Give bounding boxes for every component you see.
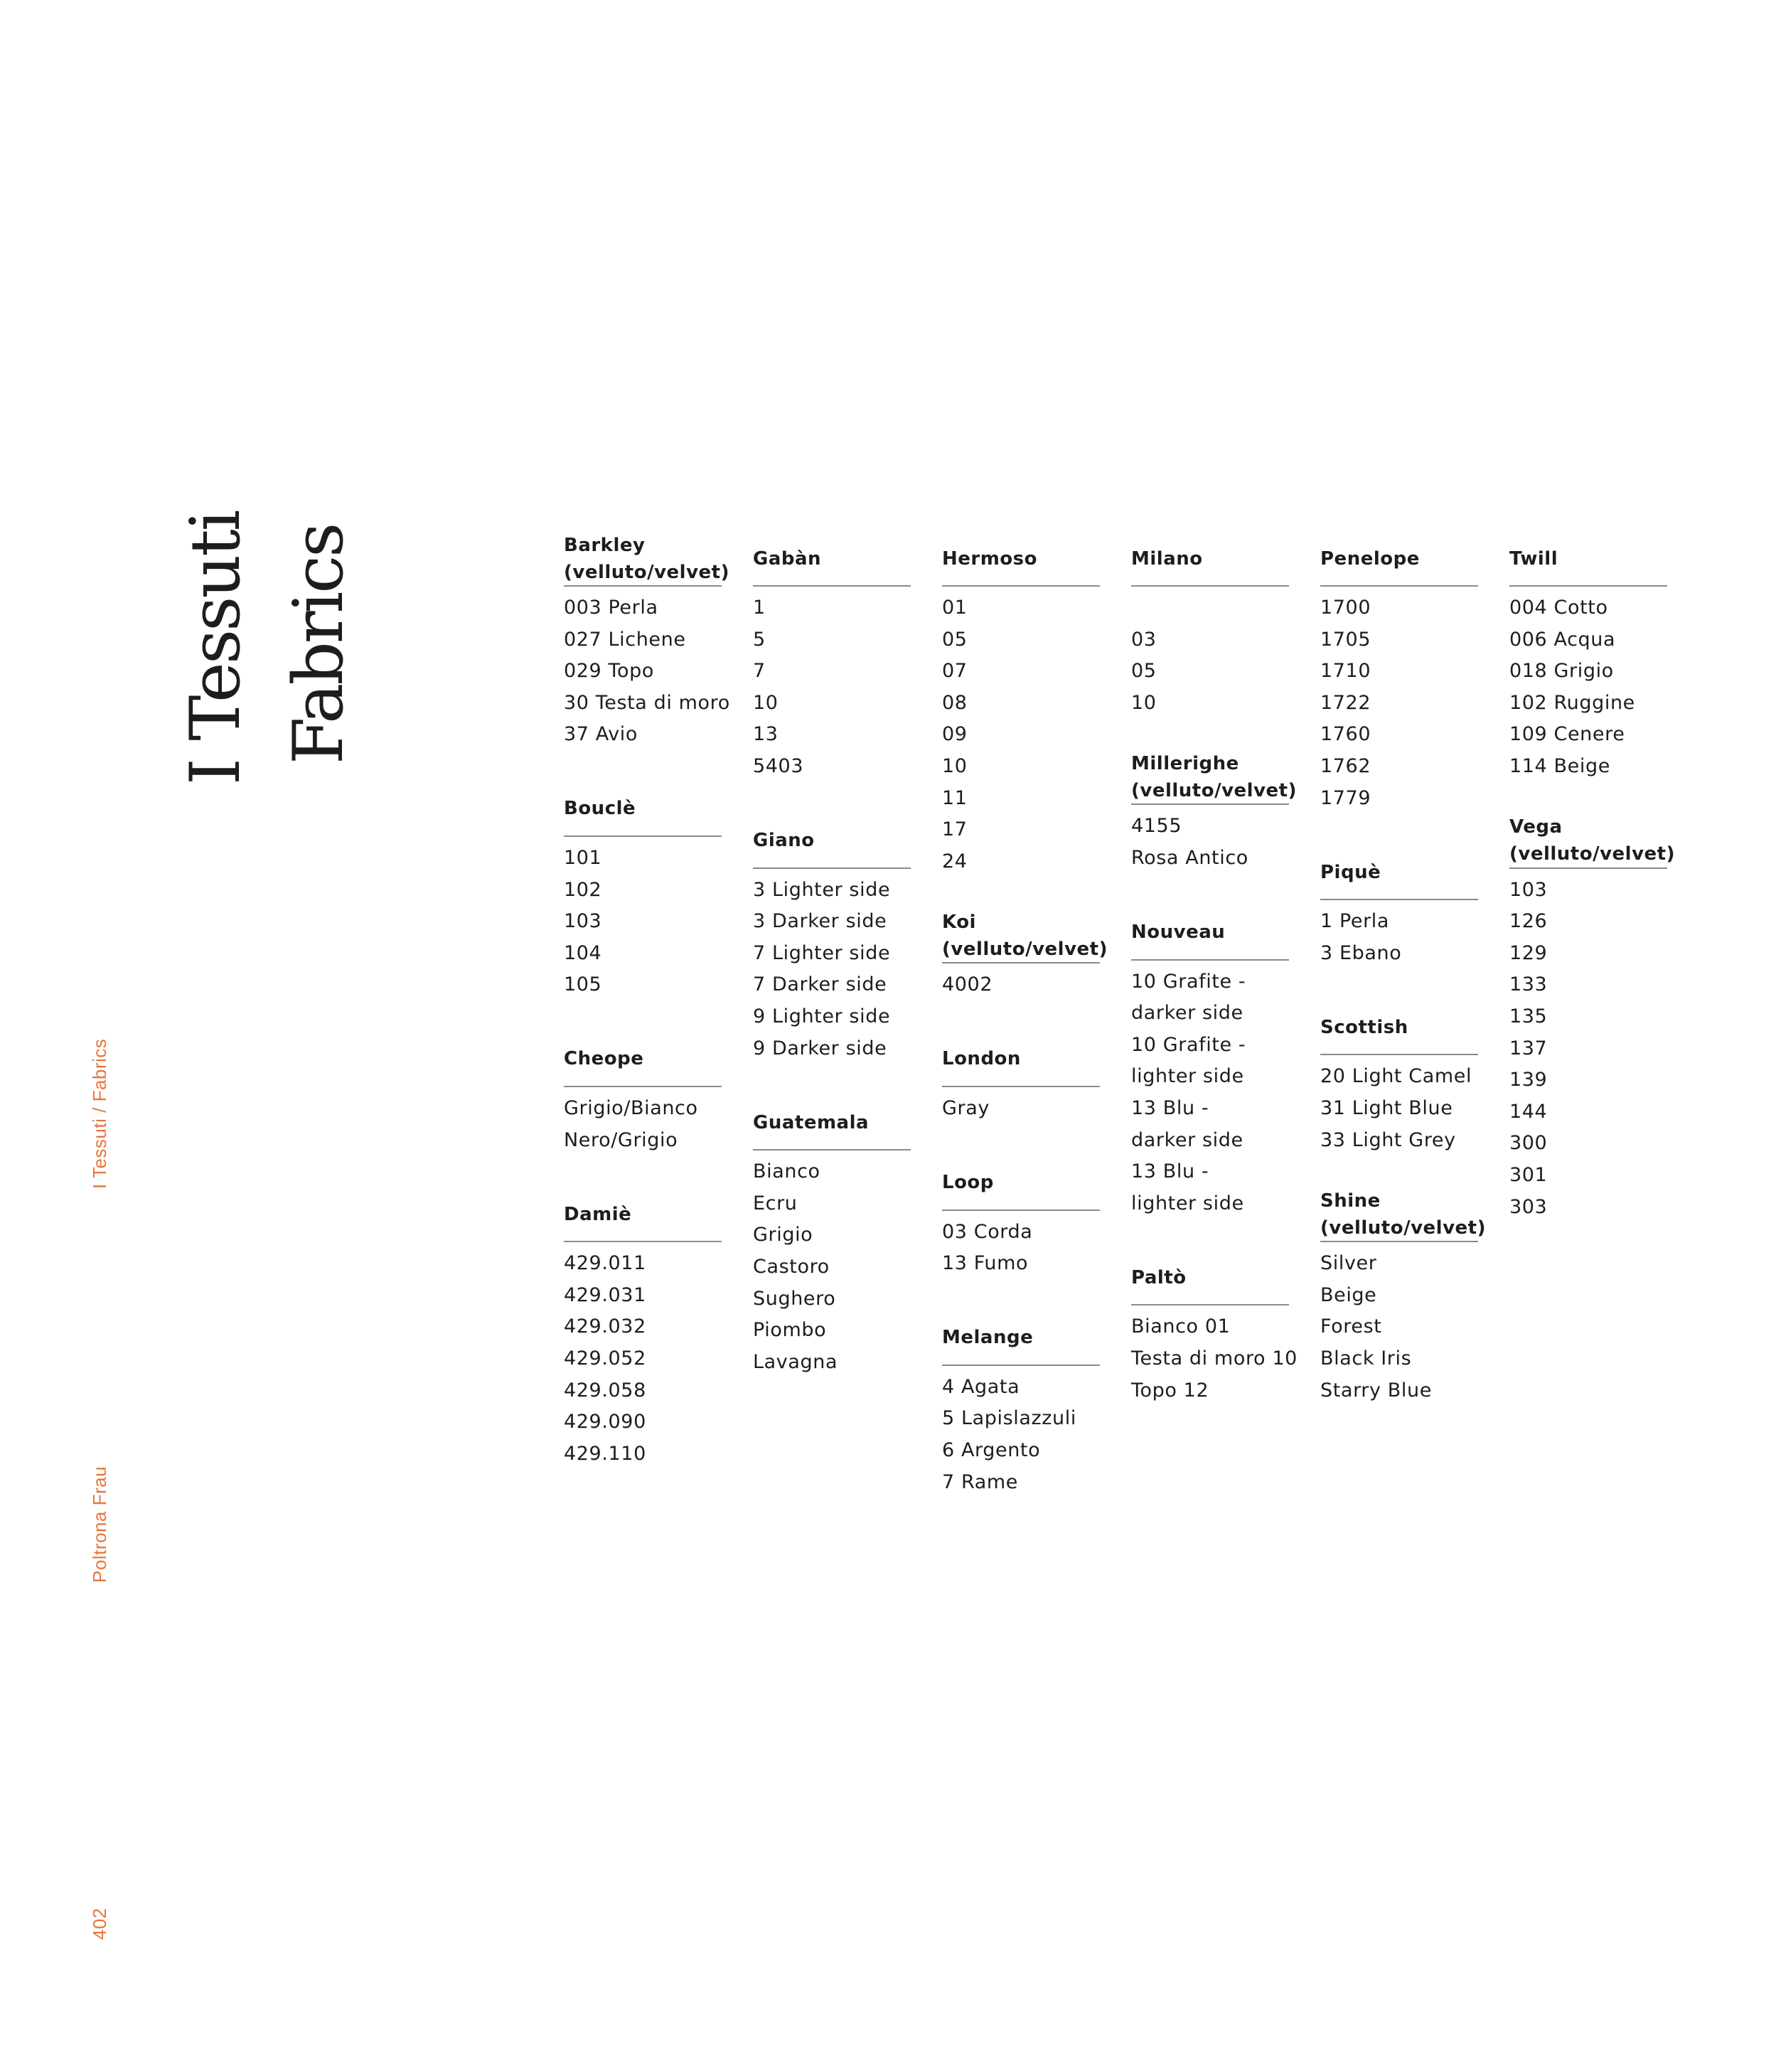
fabric-group (1131, 1251, 1320, 1406)
fabric-group (753, 532, 942, 783)
fabric-color-item: 1 Perla (1320, 910, 1390, 933)
fabric-name: London (942, 1048, 1021, 1070)
fabric-color-item: 429.052 (564, 1347, 646, 1369)
fabric-color-item: Bianco (753, 1160, 820, 1183)
divider (1131, 585, 1289, 587)
fabric-color-item: 1762 (1320, 754, 1371, 777)
fabric-color-item: 13 (753, 723, 779, 746)
fabric-color-item: 10 (753, 691, 779, 714)
fabric-group (564, 532, 753, 751)
fabric-color-item: 05 (1131, 660, 1157, 683)
fabric-color-item: 7 Lighter side (753, 941, 891, 964)
fabric-color-item: 101 (564, 846, 602, 869)
fabric-color-item: 105 (564, 973, 602, 996)
fabric-color-item: 20 Light Camel (1320, 1065, 1472, 1088)
fabric-group (1131, 750, 1320, 874)
fabric-color-item: 31 Light Blue (1320, 1096, 1453, 1119)
divider (942, 585, 1100, 587)
fabric-color-item: 003 Perla (564, 597, 658, 619)
fabric-color-item: Forest (1320, 1315, 1382, 1338)
divider (942, 1086, 1100, 1087)
fabric-color-item: 33 Light Grey (1320, 1128, 1456, 1151)
fabric-color-item: 139 (1509, 1069, 1548, 1091)
fabric-color-item: 1705 (1320, 628, 1371, 651)
fabric-color-item: darker side (1131, 1002, 1243, 1025)
fabric-color-item: Sughero (753, 1287, 836, 1310)
fabric-color-item: 7 Darker side (753, 973, 887, 996)
fabric-color-item: 6 Argento (942, 1438, 1041, 1461)
fabric-group (564, 1032, 753, 1156)
fabric-color-item: 4002 (942, 973, 993, 996)
fabric-color-item: 103 (564, 910, 602, 933)
divider (753, 1149, 911, 1150)
fabric-color-item: 129 (1509, 941, 1548, 964)
divider (942, 1365, 1100, 1366)
fabric-color-item: Beige (1320, 1283, 1377, 1306)
fabric-color-item: darker side (1131, 1128, 1243, 1151)
fabric-color-item (1131, 592, 1320, 624)
fabric-color-item: 303 (1509, 1195, 1548, 1218)
fabric-color-item: 429.110 (564, 1442, 646, 1465)
title-italian: I Tessuti (176, 511, 255, 785)
fabric-color-item: 9 Lighter side (753, 1005, 891, 1027)
fabric-color-item: 10 Grafite - (1131, 1033, 1246, 1056)
fabric-color-item: 144 (1509, 1100, 1548, 1123)
fabric-color-item: 3 Darker side (753, 910, 887, 933)
fabric-group (1320, 1187, 1509, 1406)
fabric-color-item: 1722 (1320, 691, 1371, 714)
fabric-group (942, 532, 1131, 877)
fabric-group (1320, 845, 1509, 969)
fabric-color-item: 102 Ruggine (1509, 691, 1635, 714)
fabric-color-item: 027 Lichene (564, 628, 686, 651)
fabric-color-item: 13 Fumo (942, 1252, 1029, 1275)
divider (564, 835, 722, 837)
fabric-color-item: 17 (942, 818, 968, 841)
fabric-color-item: 1700 (1320, 597, 1371, 619)
fabric-color-item: Piombo (753, 1319, 827, 1342)
fabric-color-item: lighter side (1131, 1065, 1244, 1088)
fabric-color-item: 10 Grafite - (1131, 970, 1246, 993)
fabric-name: Melange (942, 1327, 1034, 1349)
fabric-color-item: 09 (942, 723, 968, 746)
fabric-name: Loop (942, 1172, 994, 1194)
fabric-name: Gabàn (753, 548, 822, 570)
fabric-color-item: 11 (942, 786, 968, 809)
fabric-color-item: Rosa Antico (1131, 846, 1248, 869)
fabric-color-item: 429.031 (564, 1283, 646, 1306)
fabric-color-item: Black Iris (1320, 1347, 1412, 1369)
fabric-name: Millerighe (velluto/velvet) (1131, 752, 1297, 801)
fabric-group (942, 1032, 1131, 1125)
fabric-group (753, 814, 942, 1065)
fabric-group (1509, 814, 1699, 1224)
fabric-column (1509, 532, 1699, 1529)
fabric-color-item: 03 Corda (942, 1220, 1033, 1243)
fabric-group (942, 909, 1131, 1001)
fabric-name: Bouclè (564, 798, 636, 820)
fabric-color-item: 03 (1131, 628, 1157, 651)
fabric-name: Shine (velluto/velvet) (1320, 1190, 1486, 1239)
fabric-color-item: 3 Lighter side (753, 878, 891, 901)
fabric-group (564, 782, 753, 1001)
fabric-column (942, 532, 1131, 1529)
fabric-color-item: 7 Rame (942, 1470, 1018, 1493)
fabric-name: Guatemala (753, 1111, 870, 1133)
fabric-group (1131, 532, 1320, 719)
fabric-name: Koi (velluto/velvet) (942, 911, 1108, 960)
section-label: I Tessuti / Fabrics (89, 1038, 110, 1189)
divider (1320, 1054, 1478, 1055)
fabric-group (1131, 906, 1320, 1220)
fabric-name: Piquè (1320, 861, 1381, 883)
fabric-group (1320, 1000, 1509, 1156)
fabric-group (942, 1311, 1131, 1498)
fabric-color-item: 3 Ebano (1320, 941, 1402, 964)
fabric-color-item: 5 (753, 628, 766, 651)
fabric-name: Twill (1509, 548, 1558, 570)
fabric-name: Vega (velluto/velvet) (1509, 816, 1675, 865)
fabric-table (564, 532, 1699, 1529)
title-english: Fabrics (279, 524, 358, 764)
fabric-color-item: 133 (1509, 973, 1548, 996)
fabric-color-item: 08 (942, 691, 968, 714)
fabric-color-item: lighter side (1131, 1192, 1244, 1214)
fabric-group (1320, 532, 1509, 814)
fabric-color-item: 24 (942, 850, 968, 872)
fabric-color-item: 102 (564, 878, 602, 901)
divider (942, 1209, 1100, 1211)
fabric-color-item: 301 (1509, 1163, 1548, 1186)
fabric-color-item: 103 (1509, 878, 1548, 901)
fabric-color-item: 7 (753, 660, 766, 683)
fabric-color-item: Starry Blue (1320, 1379, 1432, 1401)
fabric-color-item: 006 Acqua (1509, 628, 1616, 651)
fabric-color-item: 37 Avio (564, 723, 638, 746)
fabric-column (564, 532, 753, 1529)
fabric-color-item: 429.032 (564, 1315, 646, 1338)
fabric-color-item: 018 Grigio (1509, 660, 1614, 683)
fabric-color-item: 029 Topo (564, 660, 654, 683)
fabric-color-item: Bianco 01 (1131, 1315, 1231, 1338)
fabric-color-item: 01 (942, 597, 968, 619)
fabric-color-item: Topo 12 (1131, 1379, 1209, 1401)
fabric-color-item: Grigio/Bianco (564, 1096, 698, 1119)
fabric-color-item: 13 Blu - (1131, 1096, 1209, 1119)
divider (1131, 1304, 1289, 1305)
fabric-color-item: 30 Testa di moro (564, 691, 730, 714)
page-number: 402 (89, 1908, 110, 1940)
fabric-color-item: 10 (942, 754, 968, 777)
fabric-color-item: Nero/Grigio (564, 1128, 678, 1151)
fabric-column (1320, 532, 1509, 1529)
fabric-color-item: Testa di moro 10 (1131, 1347, 1298, 1369)
fabric-color-item: Grigio (753, 1224, 813, 1246)
fabric-name: Milano (1131, 548, 1203, 570)
fabric-color-item: 429.090 (564, 1411, 646, 1433)
divider (1320, 585, 1478, 587)
fabric-color-item: 126 (1509, 910, 1548, 933)
fabric-color-item: Ecru (753, 1192, 798, 1214)
fabric-name: Cheope (564, 1048, 644, 1070)
fabric-color-item: 104 (564, 941, 602, 964)
fabric-color-item: 5 Lapislazzuli (942, 1407, 1076, 1430)
fabric-color-item: Silver (1320, 1252, 1377, 1275)
fabric-color-item: 9 Darker side (753, 1037, 887, 1059)
fabric-color-item: 114 Beige (1509, 754, 1610, 777)
fabric-color-item: 5403 (753, 754, 804, 777)
fabric-color-item: 1779 (1320, 786, 1371, 809)
fabric-column (1131, 532, 1320, 1529)
fabric-group (564, 1187, 753, 1470)
fabric-group (942, 1156, 1131, 1280)
divider (753, 585, 911, 587)
fabric-name: Barkley (velluto/velvet) (564, 534, 729, 583)
fabric-color-item: 137 (1509, 1037, 1548, 1059)
fabric-group (753, 1096, 942, 1378)
fabric-color-item: 10 (1131, 691, 1157, 714)
fabric-color-item: 4155 (1131, 815, 1182, 838)
fabric-name: Paltò (1131, 1266, 1187, 1288)
divider (1131, 959, 1289, 961)
fabric-name: Penelope (1320, 548, 1420, 570)
fabric-color-item: 1710 (1320, 660, 1371, 683)
fabric-color-item: 429.058 (564, 1379, 646, 1401)
fabric-color-item: 429.011 (564, 1252, 646, 1275)
fabric-color-item: Gray (942, 1096, 990, 1119)
divider (564, 1086, 722, 1087)
fabric-name: Hermoso (942, 548, 1038, 570)
fabric-color-item: Lavagna (753, 1350, 838, 1373)
fabric-color-item: 135 (1509, 1005, 1548, 1027)
fabric-name: Scottish (1320, 1016, 1408, 1038)
divider (564, 1241, 722, 1242)
divider (753, 867, 911, 869)
fabric-color-item: 05 (942, 628, 968, 651)
fabric-name: Damiè (564, 1203, 632, 1225)
divider (1509, 585, 1667, 587)
fabric-color-item: 004 Cotto (1509, 597, 1608, 619)
brand-label: Poltrona Frau (89, 1465, 110, 1583)
divider (1320, 899, 1478, 900)
fabric-group (1509, 532, 1699, 783)
fabric-column (753, 532, 942, 1529)
fabric-color-item: 1 (753, 597, 766, 619)
fabric-color-item: 4 Agata (942, 1375, 1020, 1398)
fabric-color-item: 109 Cenere (1509, 723, 1625, 746)
fabric-color-item: 07 (942, 660, 968, 683)
fabric-name: Nouveau (1131, 922, 1226, 944)
fabric-color-item: 1760 (1320, 723, 1371, 746)
fabric-color-item: 13 Blu - (1131, 1160, 1209, 1183)
fabric-color-item: 300 (1509, 1132, 1548, 1155)
fabric-name: Giano (753, 830, 815, 852)
fabric-color-item: Castoro (753, 1255, 830, 1278)
